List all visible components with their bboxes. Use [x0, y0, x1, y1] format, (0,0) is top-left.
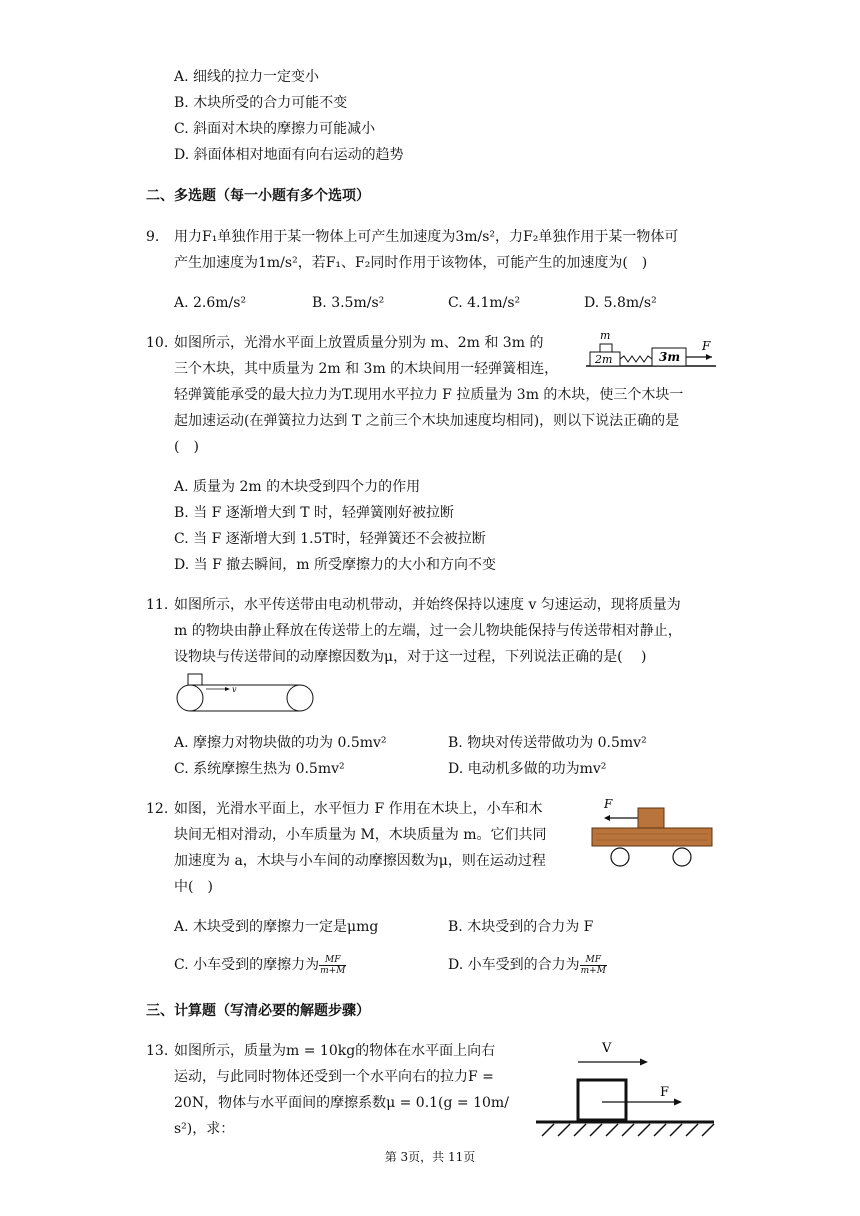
- q12-option-c-denominator: m+M: [320, 965, 346, 976]
- q8-option-c: C. 斜面对木块的摩擦力可能减小: [174, 121, 376, 137]
- q10-label-m: m: [600, 329, 611, 342]
- q11-conveyor-figure: [172, 672, 318, 716]
- q10-line-1: 如图所示，光滑水平面上放置质量分别为 m、2m 和 3m 的: [174, 335, 544, 351]
- q12-option-c: [174, 954, 346, 976]
- q9-option-a: A. 2.6m/s²: [174, 295, 247, 311]
- q12-label-f: F: [604, 797, 613, 811]
- q10-number: 10.: [146, 335, 169, 351]
- q13-line-2: 运动，与此同时物体还受到一个水平向右的拉力F =: [174, 1069, 494, 1085]
- q13-line-4: s²)，求：: [174, 1121, 235, 1137]
- q10-block-m: [600, 344, 612, 352]
- q12-cart-plank: [592, 828, 712, 846]
- q9-option-b: B. 3.5m/s²: [312, 295, 385, 311]
- q12-option-a: A. 木块受到的摩擦力一定是μmg: [174, 919, 379, 935]
- q12-line-2: 块间无相对滑动，小车质量为 M，木块质量为 m。它们共同: [174, 827, 547, 843]
- q12-number: 12.: [146, 801, 169, 817]
- section2-title: 二、多选题（每一小题有多个选项）: [146, 188, 370, 204]
- q12-option-d-fraction: [580, 955, 607, 976]
- q12-option-d: [448, 954, 607, 976]
- q9-line-1: 用力F₁单独作用于某一物体上可产生加速度为3m/s²，力F₂单独作用于某一物体可: [174, 229, 679, 245]
- q11-block: [188, 674, 202, 685]
- q10-label-3m: 3m: [659, 350, 681, 364]
- q10-line-4: 起加速运动(在弹簧拉力达到 T 之前三个木块加速度均相同)，则以下说法正确的是: [174, 413, 680, 429]
- q11-option-b: B. 物块对传送带做功为 0.5mv²: [448, 735, 647, 751]
- q8-option-d: D. 斜面体相对地面有向右运动的趋势: [174, 147, 404, 163]
- q12-right-wheel: [673, 848, 691, 866]
- q12-option-d-denominator: m+M: [580, 965, 606, 976]
- q13-number: 13.: [146, 1043, 169, 1059]
- q11-option-c: C. 系统摩擦生热为 0.5mv²: [174, 761, 345, 777]
- q10-option-b: B. 当 F 逐渐增大到 T 时，轻弹簧刚好被拉断: [174, 505, 455, 521]
- q13-label-v: V: [602, 1041, 612, 1056]
- section3-title: 三、计算题（写清必要的解题步骤）: [146, 1003, 370, 1019]
- q12-option-c-numerator: MF: [319, 955, 346, 966]
- q12-left-wheel: [611, 848, 629, 866]
- q9-line-2: 产生加速度为1m/s²，若F₁、F₂同时作用于该物体，可能产生的加速度为( ): [174, 255, 648, 271]
- q13-line-1: 如图所示，质量为m = 10kg的物体在水平面上向右: [174, 1043, 496, 1059]
- q10-label-f: F: [702, 339, 711, 353]
- q12-option-d-numerator: MF: [580, 955, 607, 966]
- q9-number: 9.: [146, 229, 160, 245]
- q13-line-3: 20N，物体与水平面间的摩擦系数μ = 0.1(g = 10m/: [174, 1095, 509, 1111]
- q10-line-2: 三个木块，其中质量为 2m 和 3m 的木块间用一轻弹簧相连，: [174, 361, 559, 377]
- q12-option-b: B. 木块受到的合力为 F: [448, 919, 594, 935]
- q12-option-d-text: D. 小车受到的合力为: [448, 957, 580, 973]
- q12-wooden-block: [638, 808, 664, 828]
- q9-option-c: C. 4.1m/s²: [448, 295, 521, 311]
- q8-option-b: B. 木块所受的合力可能不变: [174, 95, 348, 111]
- q13-label-f: F: [660, 1085, 670, 1100]
- q12-line-1: 如图，光滑水平面上，水平恒力 F 作用在木块上，小车和木: [174, 801, 543, 817]
- q11-option-a: A. 摩擦力对物块做的功为 0.5mv²: [174, 735, 387, 751]
- q12-line-3: 加速度为 a，木块与小车间的动摩擦因数为μ，则在运动过程: [174, 853, 546, 869]
- q11-line-1: 如图所示，水平传送带由电动机带动，并始终保持以速度 v 匀速运动，现将质量为: [174, 597, 681, 613]
- q11-left-roller: [177, 685, 203, 711]
- q12-option-c-text: C. 小车受到的摩擦力为: [174, 957, 320, 973]
- q11-line-3: 设物块与传送带间的动摩擦因数为μ，对于这一过程，下列说法正确的是( ): [174, 649, 647, 665]
- q10-option-a: A. 质量为 2m 的木块受到四个力的作用: [174, 479, 421, 495]
- q10-blocks-spring-figure: [586, 326, 718, 372]
- q10-line-3: 轻弹簧能承受的最大拉力为T.现用水平拉力 F 拉质量为 3m 的木块，使三个木块一: [174, 387, 684, 403]
- q10-label-2m: 2m: [595, 353, 613, 366]
- q10-line-5: ( ): [174, 439, 199, 455]
- q12-option-c-fraction: [319, 955, 346, 976]
- q11-label-v: v: [232, 685, 237, 694]
- q10-option-c: C. 当 F 逐渐增大到 1.5T时，轻弹簧还不会被拉断: [174, 531, 486, 547]
- q10-option-d: D. 当 F 撤去瞬间，m 所受摩擦力的大小和方向不变: [174, 557, 496, 573]
- q12-cart-block-figure: [590, 794, 716, 870]
- q11-option-d: D. 电动机多做的功为mv²: [448, 761, 607, 777]
- q12-line-4: 中( ): [174, 879, 213, 895]
- q10-spring: [620, 356, 652, 362]
- page-footer: 第 3页，共 11页: [384, 1150, 476, 1164]
- q8-option-a: A. 细线的拉力一定变小: [174, 69, 320, 85]
- q13-block-figure: [532, 1034, 718, 1144]
- q11-right-roller: [287, 685, 313, 711]
- q11-line-2: m 的物块由静止释放在传送带上的左端，过一会儿物块能保持与传送带相对静止，: [174, 623, 682, 639]
- q13-ground-hatching: [542, 1124, 714, 1136]
- q13-block: [578, 1080, 626, 1120]
- q9-option-d: D. 5.8m/s²: [584, 295, 657, 311]
- q11-number: 11.: [146, 597, 169, 613]
